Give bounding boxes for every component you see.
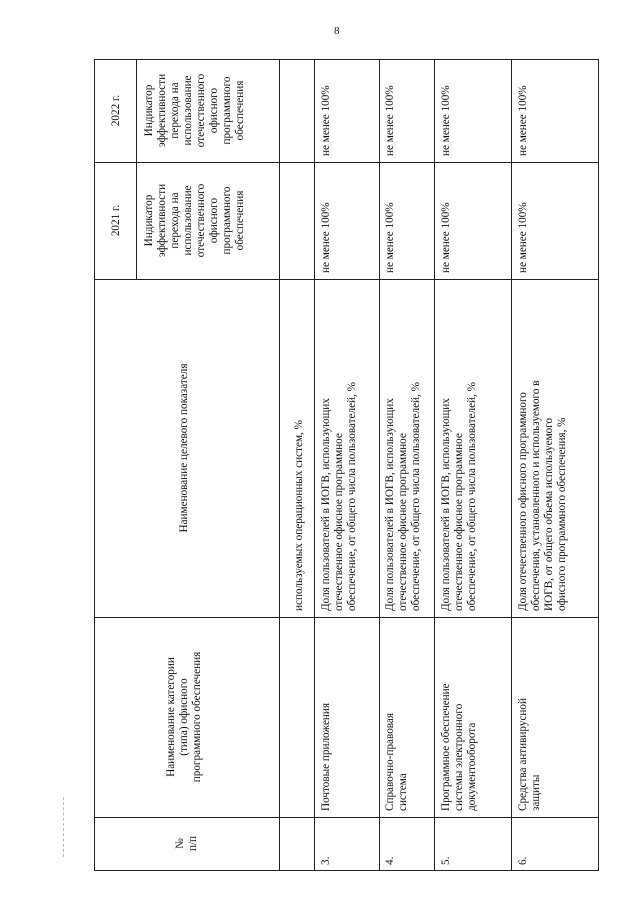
table-row xyxy=(384,821,400,865)
row-line-header xyxy=(279,59,280,871)
header-category: Наименование категории (типа) офисного программного обеспечения xyxy=(164,651,203,783)
row-indicator: Доля пользователей в ИОГВ, использующих отечественное офисное программное обеспечение, от общего числа пользователей, % xyxy=(384,382,422,611)
row-value-2021: не менее 100% xyxy=(320,202,332,273)
table-row xyxy=(517,821,533,865)
row-value-2021: не менее 100% xyxy=(440,202,452,273)
row-line-4 xyxy=(434,59,435,871)
row-num: 5. xyxy=(440,856,452,865)
row-category: Программное обеспечение системы электронного документооборота xyxy=(440,683,478,811)
header-year-2021: 2021 г. xyxy=(109,204,122,237)
table-row xyxy=(320,821,336,865)
table-border-left xyxy=(94,59,95,871)
table-row xyxy=(440,821,456,865)
header-indicator-2022: Индикатор эффективности перехода на использование отечественного офисного программного обеспечения xyxy=(143,73,246,148)
continuation-text: используемых операционных систем, % xyxy=(292,420,305,611)
row-category: Средства антивирусной защиты xyxy=(517,698,542,811)
row-line-continuation xyxy=(314,59,315,871)
row-indicator: Доля пользователей в ИОГВ, использующих отечественное офисное программное обеспечение, от общего числа пользователей, % xyxy=(440,382,478,611)
row-line-3 xyxy=(379,59,380,871)
row-num: 6. xyxy=(517,856,529,865)
row-value-2022: не менее 100% xyxy=(440,85,452,156)
col-line-category xyxy=(94,817,598,818)
page-number: 8 xyxy=(334,25,340,37)
row-line-5 xyxy=(511,59,512,871)
row-category: Справочно-правовая система xyxy=(384,712,409,811)
col-line-2021 xyxy=(94,279,598,280)
row-value-2021: не менее 100% xyxy=(384,202,396,273)
header-num: № п/п xyxy=(174,835,199,852)
row-num: 4. xyxy=(384,856,396,865)
row-value-2022: не менее 100% xyxy=(384,85,396,156)
row-value-2021: не менее 100% xyxy=(517,202,529,273)
header-year-2022: 2022 г. xyxy=(109,94,122,127)
header-indicator-name: Наименование целевого показателя xyxy=(177,363,190,533)
row-category: Почтовые приложения xyxy=(320,702,332,811)
table-border-right xyxy=(598,59,599,871)
row-indicator: Доля отечественного офисного программного обеспечения, установленного и используемого в ИОГВ, от общего объема используемого офисного программного обеспечения, % xyxy=(517,380,568,611)
row-num: 3. xyxy=(320,856,332,865)
row-value-2022: не менее 100% xyxy=(517,85,529,156)
header-indicator-2021: Индикатор эффективности перехода на использование отечественного офисного программного обеспечения xyxy=(143,183,246,258)
table-border-bottom xyxy=(94,870,598,871)
row-indicator: Доля пользователей в ИОГВ, использующих отечественное офисное программное обеспечение, от общего числа пользователей, % xyxy=(320,382,358,611)
row-value-2022: не менее 100% xyxy=(320,85,332,156)
year-subheader-line xyxy=(136,59,137,279)
